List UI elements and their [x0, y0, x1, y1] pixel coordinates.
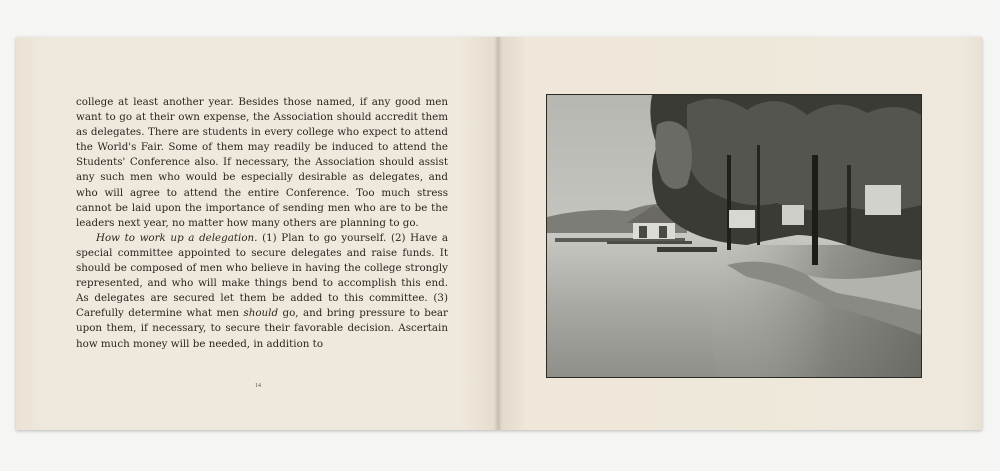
paragraph-2-text-b: go, and bring pressure to bear upon them, if necessary, to secure their favorable decision. Ascertain how much money will be needed, in addition to — [76, 307, 448, 350]
lakeshore-photograph — [546, 94, 922, 378]
right-page — [498, 37, 982, 430]
book-gutter — [494, 37, 502, 430]
paragraph-1: college at least another year. Besides those named, if any good men want to go at their own expense, the Association should accredit them as delegates. There are students in every college who expect to attend the World's Fair. Some of them may readily be induced to attend the Students' Conference also. If necessary, the Association should assist any such men who would be especially desirable as delegates, and who will agree to attend the entire Conference. Too much stress cannot be laid upon the importance of sending men who are to be the leaders next year, no matter how many others are planning to go. — [76, 96, 448, 229]
page-number: 14 — [255, 383, 261, 389]
paragraph-2-heading: How to work up a delegation. — [96, 231, 258, 244]
body-text — [76, 95, 448, 352]
paragraph-2-emphasis: should — [243, 307, 279, 320]
paragraph-2 — [76, 231, 448, 352]
open-booklet — [16, 37, 982, 430]
left-page — [16, 37, 498, 430]
paragraph-2-text-a: (1) Plan to go yourself. (2) Have a special committee appointed to secure delegates and raise funds. It should be composed of men who believe in having the college strongly represented, and who will make things bend to accomplish this end. As delegates are secured let them be added to this committee. (3) Carefully determine what men — [76, 231, 448, 320]
